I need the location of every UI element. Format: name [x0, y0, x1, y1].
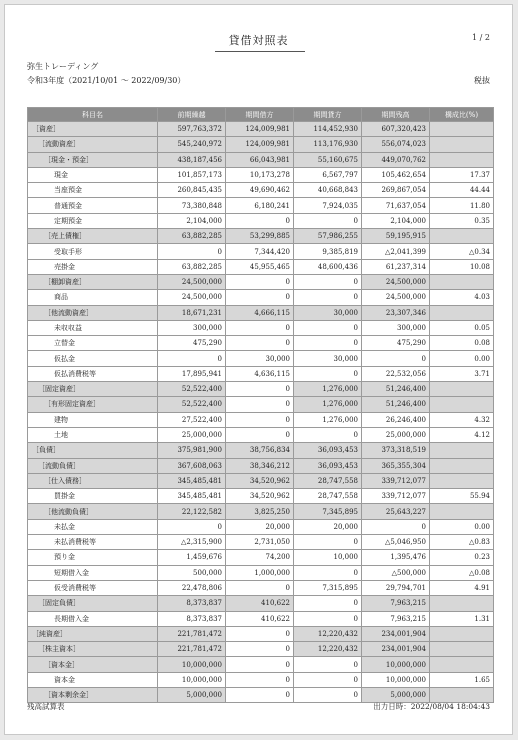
table-row — [28, 320, 494, 335]
opening-balance: 0 — [158, 244, 226, 259]
table-row — [28, 213, 494, 228]
composition-ratio: 17.37 — [430, 167, 494, 182]
opening-balance: 500,000 — [158, 565, 226, 580]
account-name: 普通預金 — [28, 198, 158, 213]
account-name: ［資本金］ — [28, 657, 158, 672]
report-page — [4, 4, 513, 735]
report-title: 貸借対照表 — [228, 34, 289, 47]
header-debit: 期間借方 — [226, 108, 294, 122]
opening-balance: 438,187,456 — [158, 152, 226, 167]
footer-report-type: 残高試算表 — [27, 702, 65, 711]
table-row-group — [28, 229, 494, 244]
composition-ratio — [430, 137, 494, 152]
period-debit: 0 — [226, 642, 294, 657]
composition-ratio: △0.08 — [430, 565, 494, 580]
period-debit: 20,000 — [226, 519, 294, 534]
table-row-group — [28, 443, 494, 458]
period-debit: 38,756,834 — [226, 443, 294, 458]
period-debit: 4,636,115 — [226, 366, 294, 381]
header-balance: 期間残高 — [362, 108, 430, 122]
table-row — [28, 336, 494, 351]
period-debit: 0 — [226, 397, 294, 412]
period-balance: 51,246,400 — [362, 382, 430, 397]
period-credit: 10,000 — [294, 550, 362, 565]
composition-ratio — [430, 274, 494, 289]
period-debit: 34,520,962 — [226, 473, 294, 488]
account-name: ［純資産］ — [28, 626, 158, 641]
account-name: 長期借入金 — [28, 611, 158, 626]
balance-sheet-table — [27, 107, 494, 703]
table-row — [28, 167, 494, 182]
composition-ratio: 0.23 — [430, 550, 494, 565]
period-credit: 0 — [294, 366, 362, 381]
period-balance: 1,395,476 — [362, 550, 430, 565]
opening-balance: 63,882,285 — [158, 259, 226, 274]
period-balance: 25,643,227 — [362, 504, 430, 519]
period-debit: 0 — [226, 290, 294, 305]
period-credit: 30,000 — [294, 351, 362, 366]
period-credit: 20,000 — [294, 519, 362, 534]
opening-balance: 221,781,472 — [158, 626, 226, 641]
period-credit: 0 — [294, 320, 362, 335]
table-row — [28, 580, 494, 595]
table-row-group — [28, 305, 494, 320]
opening-balance: 0 — [158, 519, 226, 534]
composition-ratio: 1.31 — [430, 611, 494, 626]
period-debit: 0 — [226, 320, 294, 335]
composition-ratio: 4.32 — [430, 412, 494, 427]
composition-ratio: 55.94 — [430, 489, 494, 504]
opening-balance: 24,500,000 — [158, 274, 226, 289]
account-name: 預り金 — [28, 550, 158, 565]
account-name: ［株主資本］ — [28, 642, 158, 657]
period-balance: 7,963,215 — [362, 611, 430, 626]
table-row-group — [28, 397, 494, 412]
account-name: 立替金 — [28, 336, 158, 351]
account-name: 買掛金 — [28, 489, 158, 504]
period-debit: 0 — [226, 213, 294, 228]
period-debit: 3,825,250 — [226, 504, 294, 519]
table-row — [28, 565, 494, 580]
table-row — [28, 244, 494, 259]
composition-ratio — [430, 122, 494, 137]
period-credit: 28,747,558 — [294, 489, 362, 504]
opening-balance: 5,000,000 — [158, 687, 226, 702]
period-credit: 0 — [294, 535, 362, 550]
period-debit: 66,043,981 — [226, 152, 294, 167]
composition-ratio — [430, 473, 494, 488]
period-credit: 1,276,000 — [294, 412, 362, 427]
period-credit: 12,220,432 — [294, 642, 362, 657]
account-name: 建物 — [28, 412, 158, 427]
period-balance: 2,104,000 — [362, 213, 430, 228]
period-debit: 1,000,000 — [226, 565, 294, 580]
period-debit: 34,520,962 — [226, 489, 294, 504]
account-name: 土地 — [28, 427, 158, 442]
table-row — [28, 198, 494, 213]
opening-balance: 101,857,173 — [158, 167, 226, 182]
period-debit: 53,299,885 — [226, 229, 294, 244]
period-debit: 410,622 — [226, 596, 294, 611]
account-name: 仮払消費税等 — [28, 366, 158, 381]
header-opening: 前期繰越 — [158, 108, 226, 122]
period-credit: 9,385,819 — [294, 244, 362, 259]
period-debit: 30,000 — [226, 351, 294, 366]
period-balance: 234,001,904 — [362, 642, 430, 657]
table-row-group — [28, 458, 494, 473]
table-row — [28, 427, 494, 442]
table-row — [28, 535, 494, 550]
period-credit: 0 — [294, 565, 362, 580]
period-debit: 0 — [226, 580, 294, 595]
period-balance: 300,000 — [362, 320, 430, 335]
composition-ratio: 0.00 — [430, 351, 494, 366]
table-header-row — [28, 108, 494, 122]
composition-ratio: 4.03 — [430, 290, 494, 305]
period-balance: 269,867,054 — [362, 183, 430, 198]
composition-ratio — [430, 152, 494, 167]
period-credit: 0 — [294, 687, 362, 702]
period-debit: 2,731,050 — [226, 535, 294, 550]
period-debit: 45,955,465 — [226, 259, 294, 274]
title-underline — [215, 51, 305, 52]
period-credit: 40,668,843 — [294, 183, 362, 198]
period-balance: 339,712,077 — [362, 489, 430, 504]
table-row — [28, 183, 494, 198]
table-row — [28, 672, 494, 687]
opening-balance: 18,671,231 — [158, 305, 226, 320]
account-name: ［有形固定資産］ — [28, 397, 158, 412]
period-balance: 10,000,000 — [362, 657, 430, 672]
period-credit: 6,567,797 — [294, 167, 362, 182]
table-row-group — [28, 657, 494, 672]
opening-balance: 25,000,000 — [158, 427, 226, 442]
opening-balance: 545,240,972 — [158, 137, 226, 152]
period-credit: 0 — [294, 427, 362, 442]
table-row-group — [28, 596, 494, 611]
period-credit: 114,452,930 — [294, 122, 362, 137]
composition-ratio: 3.71 — [430, 366, 494, 381]
composition-ratio — [430, 229, 494, 244]
table-row — [28, 351, 494, 366]
period-balance: 365,355,304 — [362, 458, 430, 473]
table-row — [28, 489, 494, 504]
opening-balance: △2,315,900 — [158, 535, 226, 550]
account-name: 定期預金 — [28, 213, 158, 228]
period-balance: 61,237,314 — [362, 259, 430, 274]
period-balance: △5,046,950 — [362, 535, 430, 550]
opening-balance: 73,380,848 — [158, 198, 226, 213]
composition-ratio: 0.00 — [430, 519, 494, 534]
opening-balance: 52,522,400 — [158, 397, 226, 412]
opening-balance: 10,000,000 — [158, 657, 226, 672]
account-name: ［棚卸資産］ — [28, 274, 158, 289]
opening-balance: 17,895,941 — [158, 366, 226, 381]
composition-ratio — [430, 443, 494, 458]
opening-balance: 260,845,435 — [158, 183, 226, 198]
account-name: ［他流動負債］ — [28, 504, 158, 519]
period-balance: 29,794,701 — [362, 580, 430, 595]
opening-balance: 345,485,481 — [158, 473, 226, 488]
period-balance: 10,000,000 — [362, 672, 430, 687]
period-credit: 0 — [294, 213, 362, 228]
account-name: 仮受消費税等 — [28, 580, 158, 595]
composition-ratio: △0.34 — [430, 244, 494, 259]
composition-ratio: △0.83 — [430, 535, 494, 550]
account-name: 商品 — [28, 290, 158, 305]
period-credit: 36,093,453 — [294, 458, 362, 473]
period-credit: 30,000 — [294, 305, 362, 320]
composition-ratio: 4.91 — [430, 580, 494, 595]
opening-balance: 221,781,472 — [158, 642, 226, 657]
period-debit: 0 — [226, 427, 294, 442]
period-balance: 71,637,054 — [362, 198, 430, 213]
composition-ratio — [430, 504, 494, 519]
composition-ratio: 1.65 — [430, 672, 494, 687]
period-balance: 339,712,077 — [362, 473, 430, 488]
opening-balance: 22,122,582 — [158, 504, 226, 519]
table-row — [28, 412, 494, 427]
opening-balance: 24,500,000 — [158, 290, 226, 305]
opening-balance: 27,522,400 — [158, 412, 226, 427]
composition-ratio: 0.05 — [430, 320, 494, 335]
period-credit: 36,093,453 — [294, 443, 362, 458]
account-name: 仮払金 — [28, 351, 158, 366]
period-balance: 5,000,000 — [362, 687, 430, 702]
period-balance: 607,320,423 — [362, 122, 430, 137]
period-credit: 0 — [294, 290, 362, 305]
period-debit: 6,180,241 — [226, 198, 294, 213]
composition-ratio: 0.35 — [430, 213, 494, 228]
opening-balance: 0 — [158, 351, 226, 366]
account-name: 資本金 — [28, 672, 158, 687]
table-row — [28, 290, 494, 305]
opening-balance: 10,000,000 — [158, 672, 226, 687]
account-name: ［仕入債務］ — [28, 473, 158, 488]
period-credit: 0 — [294, 672, 362, 687]
opening-balance: 52,522,400 — [158, 382, 226, 397]
period-debit: 0 — [226, 657, 294, 672]
opening-balance: 2,104,000 — [158, 213, 226, 228]
period-balance: 0 — [362, 351, 430, 366]
tax-mode: 税抜 — [474, 76, 490, 85]
company-name: 弥生トレーディング — [27, 62, 99, 71]
account-name: 未払消費税等 — [28, 535, 158, 550]
composition-ratio — [430, 626, 494, 641]
period-balance: 22,532,056 — [362, 366, 430, 381]
opening-balance: 22,478,806 — [158, 580, 226, 595]
composition-ratio: 4.12 — [430, 427, 494, 442]
opening-balance: 1,459,676 — [158, 550, 226, 565]
period-credit: 48,600,436 — [294, 259, 362, 274]
composition-ratio — [430, 397, 494, 412]
period-credit: 28,747,558 — [294, 473, 362, 488]
period-credit: 7,924,035 — [294, 198, 362, 213]
table-row-group — [28, 504, 494, 519]
composition-ratio — [430, 657, 494, 672]
period-debit: 0 — [226, 626, 294, 641]
period-credit: 0 — [294, 274, 362, 289]
period-debit: 49,690,462 — [226, 183, 294, 198]
account-name: 当座預金 — [28, 183, 158, 198]
composition-ratio: 44.44 — [430, 183, 494, 198]
period-debit: 410,622 — [226, 611, 294, 626]
account-name: ［流動資産］ — [28, 137, 158, 152]
period-balance: 59,195,915 — [362, 229, 430, 244]
account-name: 未収収益 — [28, 320, 158, 335]
account-name: ［負債］ — [28, 443, 158, 458]
period-credit: 0 — [294, 657, 362, 672]
period-credit: 7,315,895 — [294, 580, 362, 595]
period-debit: 0 — [226, 687, 294, 702]
account-name: ［現金・預金］ — [28, 152, 158, 167]
period-debit: 0 — [226, 336, 294, 351]
opening-balance: 63,882,285 — [158, 229, 226, 244]
composition-ratio: 11.80 — [430, 198, 494, 213]
account-name: ［資本剰余金］ — [28, 687, 158, 702]
composition-ratio: 10.08 — [430, 259, 494, 274]
account-name: ［他流動資産］ — [28, 305, 158, 320]
period-debit: 124,009,981 — [226, 137, 294, 152]
period-debit: 0 — [226, 412, 294, 427]
account-name: ［資産］ — [28, 122, 158, 137]
table-row — [28, 550, 494, 565]
table-row-group — [28, 473, 494, 488]
period-balance: 24,500,000 — [362, 290, 430, 305]
period-balance: 23,307,346 — [362, 305, 430, 320]
period-credit: 1,276,000 — [294, 397, 362, 412]
period-balance: 105,462,654 — [362, 167, 430, 182]
period-debit: 10,173,278 — [226, 167, 294, 182]
table-row — [28, 519, 494, 534]
account-name: ［流動負債］ — [28, 458, 158, 473]
period-balance: 234,001,904 — [362, 626, 430, 641]
table-row-group — [28, 122, 494, 137]
table-row-group — [28, 274, 494, 289]
opening-balance: 345,485,481 — [158, 489, 226, 504]
table-row-group — [28, 137, 494, 152]
period-balance: 0 — [362, 519, 430, 534]
period-debit: 4,666,115 — [226, 305, 294, 320]
table-row — [28, 259, 494, 274]
period-debit: 124,009,981 — [226, 122, 294, 137]
opening-balance: 367,608,063 — [158, 458, 226, 473]
period-credit: 55,160,675 — [294, 152, 362, 167]
period-balance: 24,500,000 — [362, 274, 430, 289]
opening-balance: 8,373,837 — [158, 611, 226, 626]
period-balance: 475,290 — [362, 336, 430, 351]
period-credit: 0 — [294, 336, 362, 351]
composition-ratio — [430, 596, 494, 611]
table-row — [28, 611, 494, 626]
table-row — [28, 366, 494, 381]
period-credit: 12,220,432 — [294, 626, 362, 641]
period-balance: 7,963,215 — [362, 596, 430, 611]
fiscal-period: 令和3年度（2021/10/01 ～ 2022/09/30） — [27, 76, 186, 85]
composition-ratio — [430, 382, 494, 397]
period-debit: 0 — [226, 382, 294, 397]
opening-balance: 475,290 — [158, 336, 226, 351]
period-balance: △500,000 — [362, 565, 430, 580]
account-name: ［売上債権］ — [28, 229, 158, 244]
account-name: ［固定負債］ — [28, 596, 158, 611]
period-credit: 0 — [294, 596, 362, 611]
table-row-group — [28, 642, 494, 657]
period-credit: 1,276,000 — [294, 382, 362, 397]
composition-ratio — [430, 642, 494, 657]
table-row-group — [28, 382, 494, 397]
account-name: 未払金 — [28, 519, 158, 534]
header-account: 科目名 — [28, 108, 158, 122]
period-debit: 0 — [226, 672, 294, 687]
table-row-group — [28, 626, 494, 641]
period-credit: 113,176,930 — [294, 137, 362, 152]
account-name: ［固定資産］ — [28, 382, 158, 397]
period-balance: 556,074,023 — [362, 137, 430, 152]
period-credit: 0 — [294, 611, 362, 626]
period-debit: 0 — [226, 274, 294, 289]
table-row-group — [28, 152, 494, 167]
period-balance: 25,000,000 — [362, 427, 430, 442]
opening-balance: 375,981,900 — [158, 443, 226, 458]
header-ratio: 構成比(%) — [430, 108, 494, 122]
period-balance: 373,318,519 — [362, 443, 430, 458]
account-name: 短期借入金 — [28, 565, 158, 580]
composition-ratio — [430, 458, 494, 473]
account-name: 受取手形 — [28, 244, 158, 259]
opening-balance: 300,000 — [158, 320, 226, 335]
account-name: 売掛金 — [28, 259, 158, 274]
period-balance: △2,041,399 — [362, 244, 430, 259]
composition-ratio — [430, 305, 494, 320]
period-debit: 7,344,420 — [226, 244, 294, 259]
period-credit: 57,986,255 — [294, 229, 362, 244]
composition-ratio: 0.08 — [430, 336, 494, 351]
period-debit: 38,346,212 — [226, 458, 294, 473]
opening-balance: 597,763,372 — [158, 122, 226, 137]
period-balance: 449,070,762 — [362, 152, 430, 167]
header-credit: 期間貸方 — [294, 108, 362, 122]
period-debit: 74,200 — [226, 550, 294, 565]
table-body — [28, 122, 494, 703]
period-credit: 7,345,895 — [294, 504, 362, 519]
period-balance: 26,246,400 — [362, 412, 430, 427]
account-name: 現金 — [28, 167, 158, 182]
period-balance: 51,246,400 — [362, 397, 430, 412]
opening-balance: 8,373,837 — [158, 596, 226, 611]
page-number: 1 / 2 — [472, 33, 490, 42]
footer-output-time: 出力日時：2022/08/04 18:04:43 — [373, 702, 490, 711]
